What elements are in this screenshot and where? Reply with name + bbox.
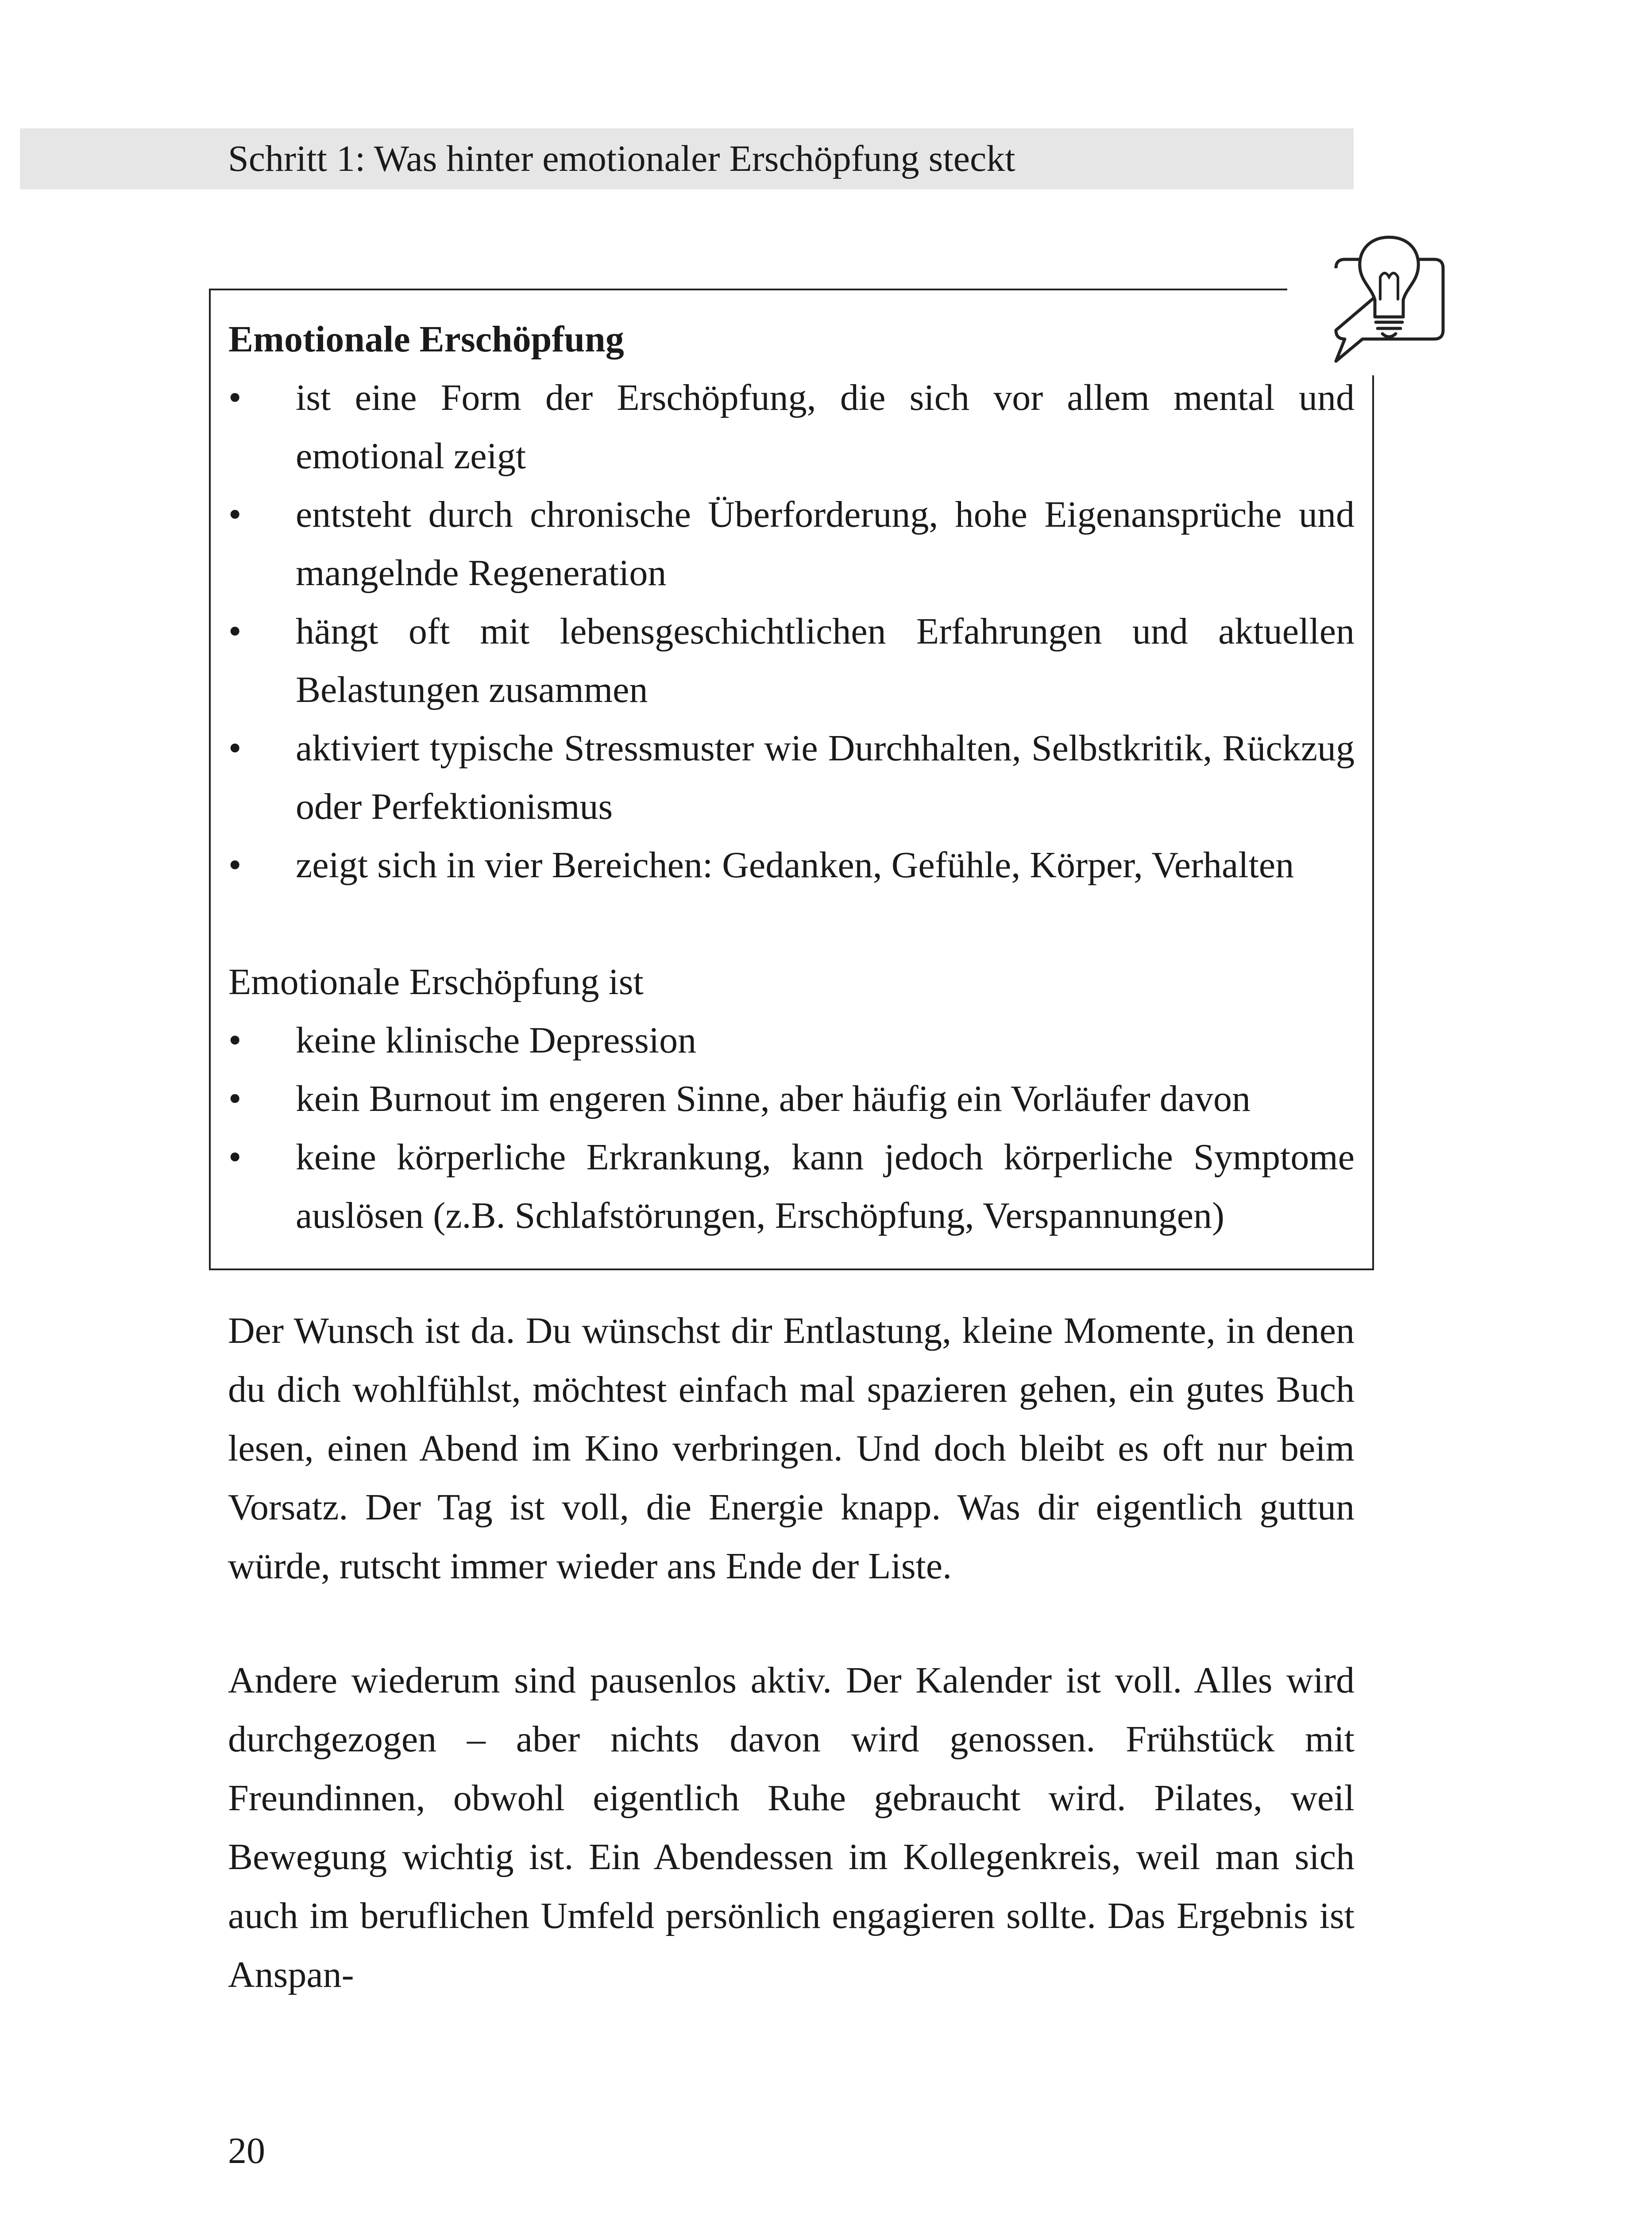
- bullet-marker: •: [228, 844, 242, 886]
- definition-box: [209, 289, 1374, 1270]
- list-item-text: keine körperliche Erkrankung, kann jedoch körperliche Symptome auslösen (z.B. Schlafstörungen, Erschöpfung, Verspannungen): [296, 1137, 1355, 1236]
- bullet-marker: •: [228, 494, 242, 535]
- bullet-marker: •: [228, 1020, 242, 1061]
- list-item: [228, 1011, 1355, 1070]
- box-heading: Emotionale Erschöpfung: [228, 319, 624, 360]
- lightbulb-speech-bubble-icon: [1318, 228, 1460, 370]
- negation-list: [228, 1011, 1355, 1245]
- list-item: [228, 836, 1355, 894]
- bullet-marker: •: [228, 377, 242, 418]
- list-item: [228, 602, 1355, 719]
- body-paragraph: Der Wunsch ist da. Du wünschst dir Entlastung, kleine Momente, in denen du dich wohlfühlst, möchtest einfach mal spazieren gehen, ein gutes Buch lesen, einen Abend im Kino verbringen. Und doch bleibt es oft nur beim Vorsatz. Der Tag ist voll, die Energie knapp. Was dir eigentlich guttun würde, rutscht immer wieder ans Ende der Liste.: [228, 1310, 1355, 1587]
- list-item-text: aktiviert typische Stressmuster wie Durchhalten, Selbstkritik, Rückzug oder Perfektionismus: [296, 728, 1355, 827]
- bullet-marker: •: [228, 1078, 242, 1119]
- box-subheading: Emotionale Erschöpfung ist: [228, 961, 644, 1002]
- running-header-title: Schritt 1: Was hinter emotionaler Erschöpfung steckt: [228, 138, 1015, 179]
- list-item-text: zeigt sich in vier Bereichen: Gedanken, Gefühle, Körper, Verhalten: [296, 844, 1294, 886]
- list-item-text: entsteht durch chronische Überforderung, hohe Eigenansprüche und mangelnde Regeneration: [296, 494, 1355, 594]
- list-item: [228, 486, 1355, 602]
- page-number: 20: [228, 2130, 265, 2171]
- list-item: [228, 1070, 1355, 1128]
- list-item: [228, 1128, 1355, 1245]
- list-item-text: ist eine Form der Erschöpfung, die sich vor allem mental und emotional zeigt: [296, 377, 1355, 477]
- list-item-text: kein Burnout im engeren Sinne, aber häufig ein Vorläufer davon: [296, 1078, 1251, 1119]
- list-item: [228, 719, 1355, 836]
- body-paragraph: Andere wiederum sind pausenlos aktiv. Der Kalender ist voll. Alles wird durchgezogen – aber nichts davon wird genossen. Frühstück mit Freundinnen, obwohl eigentlich Ruhe gebraucht wird. Pilates, weil Bewegung wichtig ist. Ein Abendessen im Kollegenkreis, weil man sich auch im beruflichen Umfeld persönlich engagieren sollte. Das Ergebnis ist Anspan-: [228, 1660, 1355, 1995]
- bullet-marker: •: [228, 611, 242, 652]
- bullet-marker: •: [228, 1137, 242, 1178]
- definition-list: [228, 369, 1355, 894]
- list-item-text: hängt oft mit lebensgeschichtlichen Erfahrungen und aktuellen Belastungen zusammen: [296, 611, 1355, 710]
- bullet-marker: •: [228, 728, 242, 769]
- list-item-text: keine klinische Depression: [296, 1020, 697, 1061]
- running-header: [20, 128, 1354, 189]
- list-item: [228, 369, 1355, 486]
